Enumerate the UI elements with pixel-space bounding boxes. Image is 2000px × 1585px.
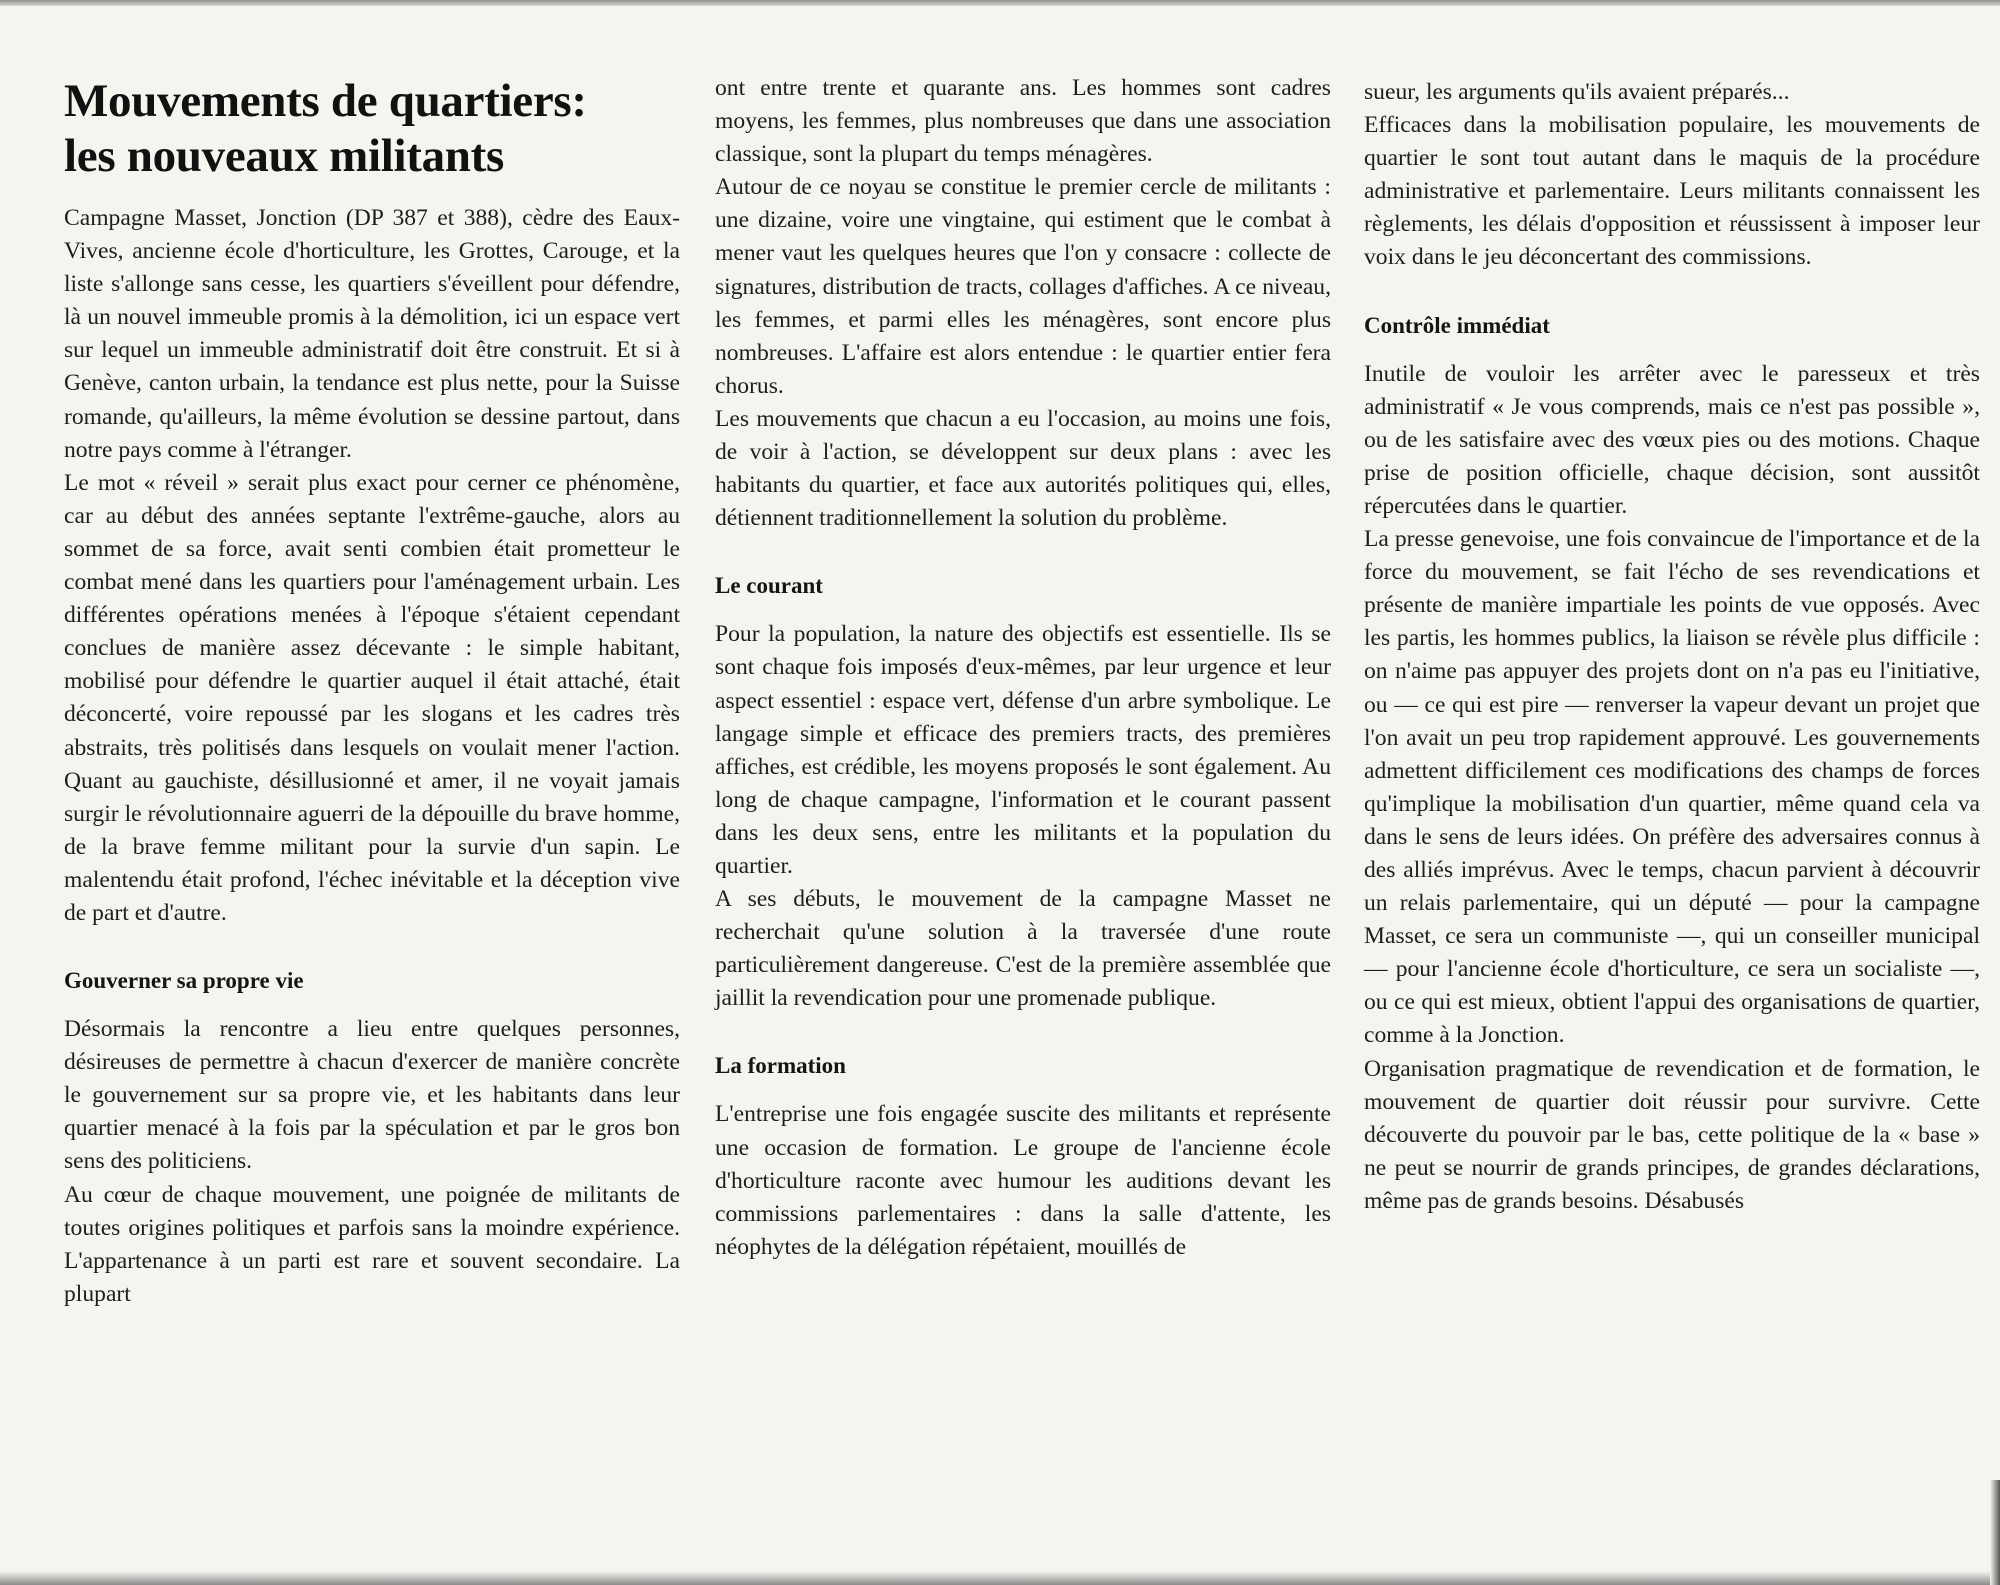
page-top-edge (0, 0, 2000, 6)
section-heading-controle: Contrôle immédiat (1364, 312, 1550, 338)
paragraph: La presse genevoise, une fois convaincue de l'importance et de la force du mouvement, se fait l'écho de ses revendications et présente de manière impartiale les points de vue opposés. Avec les partis, les hommes publics, la liaison se révèle plus difficile : on n'aime pas appuyer des projets dont on n'a pas eu l'initiative, ou — ce qui est pire — renverser la vapeur devant un projet que l'on avait un peu trop rapidement approuvé. Les gouvernements admettent difficilement ces modifications des champs de forces qu'implique la mobilisation d'un quartier, même quand cela va dans le sens de leurs idées. On préfère des adversaires connus à des alliés imprévus. Avec le temps, chacun parvient à découvrir un relais parlementaire, qui un député — pour la campagne Masset, ce sera un communiste —, qui un conseiller municipal — pour l'ancienne école d'horticulture, ce sera un socialiste —, ou ce qui est mieux, obtient l'appui des organisations de quartier, comme à la Jonction. (1364, 526, 1980, 1049)
title-line-2: les nouveaux militants (64, 130, 504, 182)
paragraph: ont entre trente et quarante ans. Les hommes sont cadres moyens, les femmes, plus nombreuses que dans une association classique, sont la plupart du temps ménagères. (715, 75, 1331, 168)
paragraph: Inutile de vouloir les arrêter avec le paresseux et très administratif « Je vous comprends, mais ce n'est pas possible », ou de les satisfaire avec des vœux pies ou des motions. Chaque prise de position officielle, chaque décision, sont aussitôt répercutées dans le quartier. (1364, 360, 1980, 519)
paragraph: A ses débuts, le mouvement de la campagne Masset ne recherchait qu'une solution à la traversée d'une route particulièrement dangereuse. C'est de la première assemblée que jaillit la revendication pour une promenade publique. (715, 886, 1331, 1012)
title-line-1: Mouvements de quartiers: (64, 75, 587, 127)
column-3 (1364, 76, 1980, 1218)
paragraph: Organisation pragmatique de revendication et de formation, le mouvement de quartier doit réussir pour survivre. Cette découverte du pouvoir par le bas, cette politique de la « base » ne peut se nourrir de grands principes, de grandes déclarations, même pas de grands besoins. Désabusés (1364, 1055, 1980, 1214)
paragraph: Au cœur de chaque mouvement, une poignée de militants de toutes origines politiques et parfois sans la moindre expérience. L'appartenance à un parti est rare et souvent secondaire. La plupart (64, 1181, 680, 1307)
paragraph: Campagne Masset, Jonction (DP 387 et 388), cèdre des Eaux-Vives, ancienne école d'horticulture, les Grottes, Carouge, et la liste s'allonge sans cesse, les quartiers s'éveillent pour défendre, là un nouvel immeuble promis à la démolition, ici un espace vert sur lequel un immeuble administratif doit être construit. Et si à Genève, canton urbain, la tendance est plus nette, pour la Suisse romande, qu'ailleurs, la même évolution se dessine partout, dans notre pays comme à l'étranger. (64, 205, 680, 463)
paragraph: Le mot « réveil » serait plus exact pour cerner ce phénomène, car au début des années septante l'extrême-gauche, alors au sommet de sa force, avait senti combien était prometteur le combat mené dans les quartiers pour l'aménagement urbain. Les différentes opérations menées à l'époque s'étaient cependant conclues de manière assez décevante : le simple habitant, mobilisé pour défendre le quartier auquel il était attaché, était déconcerté, voire repoussé par les slogans et les cadres très abstraits, très politisés dans lesquels on voulait mener l'action. Quant au gauchiste, désillusionné et amer, il ne voyait jamais surgir le révolutionnaire aguerri de la dépouille du brave homme, de la brave femme militant pour la survie d'un sapin. Le malentendu était profond, l'échec inévitable et la déception vive de part et d'autre. (64, 469, 680, 926)
section-heading-courant: Le courant (715, 573, 823, 599)
paragraph: Désormais la rencontre a lieu entre quelques personnes, désireuses de permettre à chacun d'exercer de manière concrète le gouvernement sur sa propre vie, et les habitants dans leur quartier menacé à la fois par la spéculation et par le gros bon sens des politiciens. (64, 1016, 680, 1175)
paragraph: L'entreprise une fois engagée suscite des militants et représente une occasion de formation. Le groupe de l'ancienne école d'horticulture raconte avec humour les auditions devant les commissions parlementaires : dans la salle d'attente, les néophytes de la délégation répétaient, mouillés de (715, 1101, 1331, 1260)
page-bottom-edge (0, 1571, 2000, 1585)
article-title (64, 74, 680, 184)
paragraph: sueur, les arguments qu'ils avaient préparés... (1364, 79, 1790, 105)
paragraph: Autour de ce noyau se constitue le premier cercle de militants : une dizaine, voire une vingtaine, qui estiment que le combat à mener vaut les quelques heures que l'on y consacre : collecte de signatures, distribution de tracts, collages d'affiches. A ce niveau, les femmes, et parmi elles les ménagères, sont encore plus nombreuses. L'affaire est alors entendue : le quartier entier fera chorus. (715, 174, 1331, 399)
section-heading-formation: La formation (715, 1053, 846, 1079)
page-right-edge (1990, 1480, 2000, 1585)
paragraph: Efficaces dans la mobilisation populaire, les mouvements de quartier le sont tout autant dans le maquis de la procédure administrative et parlementaire. Leurs militants connaissent les règlements, les délais d'opposition et réussissent à imposer leur voix dans le jeu déconcertant des commissions. (1364, 112, 1980, 271)
paragraph: Les mouvements que chacun a eu l'occasion, au moins une fois, de voir à l'action, se développent sur deux plans : avec les habitants du quartier, et face aux autorités politiques qui, elles, détiennent traditionnellement la solution du problème. (715, 405, 1331, 532)
column-1 (64, 74, 680, 1311)
paragraph: Pour la population, la nature des objectifs est essentielle. Ils se sont chaque fois imposés d'eux-mêmes, par leur urgence et leur aspect essentiel : espace vert, défense d'un arbre symbolique. Le langage simple et efficace des premiers tracts, des premières affiches, est crédible, les moyens proposés le sont également. Au long de chaque campagne, l'information et le courant passent dans les deux sens, entre les militants et la population du quartier. (715, 621, 1331, 879)
column-2 (715, 72, 1331, 1264)
section-heading-gouverner: Gouverner sa propre vie (64, 968, 304, 994)
